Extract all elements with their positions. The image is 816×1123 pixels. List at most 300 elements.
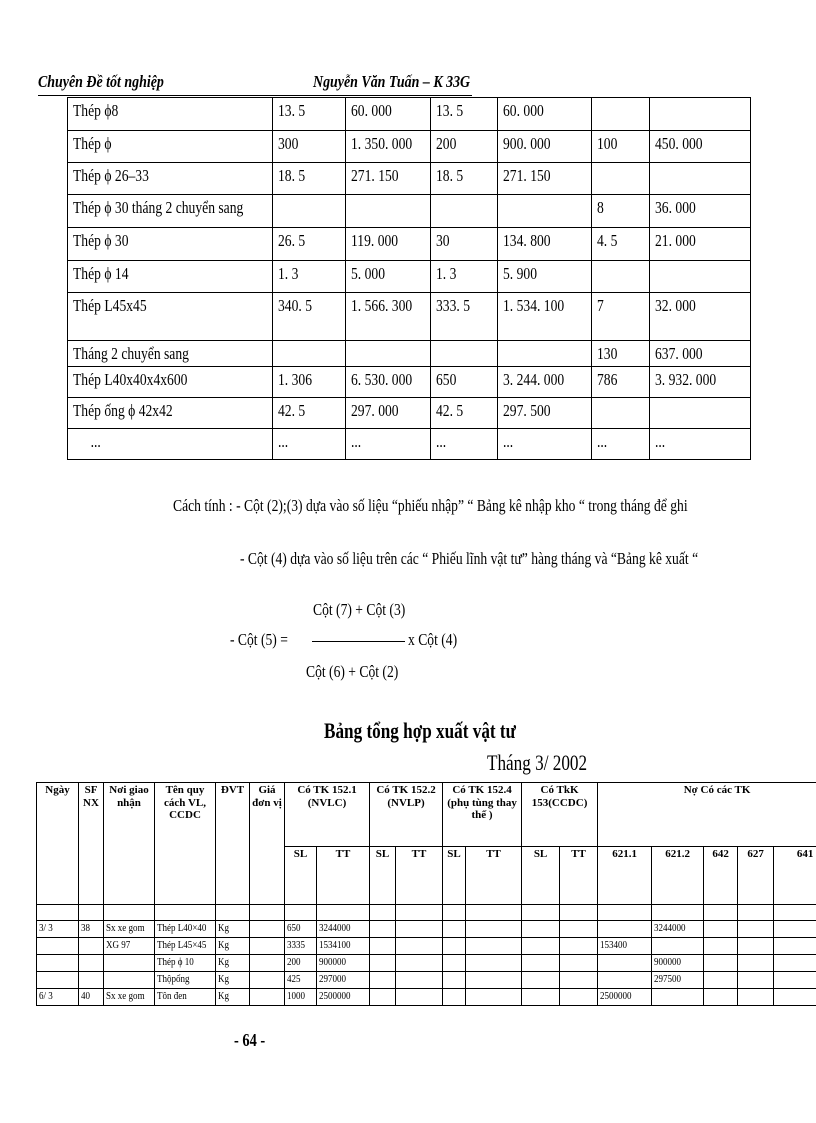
summary-cell-empty (466, 955, 522, 972)
value-cell (273, 261, 346, 293)
cell-text: ... (597, 432, 608, 451)
table-row (68, 228, 751, 261)
cell-text: 130 (597, 344, 618, 363)
value-cell (346, 228, 431, 261)
table-row (68, 429, 751, 460)
table-row (68, 341, 751, 367)
hdr-tt: TT (396, 847, 443, 905)
summary-cell-noi (104, 921, 155, 938)
cell-text: 5. 000 (351, 264, 385, 283)
summary-cell-sf (79, 989, 104, 1006)
material-name-cell (68, 398, 273, 429)
cell-text: Kg (218, 922, 230, 934)
summary-cell-ten (155, 938, 216, 955)
summary-cell-empty (560, 938, 598, 955)
summary-cell-a6211 (598, 921, 652, 938)
hdr-sl: SL (370, 847, 396, 905)
cell-text: Thép ống ϕ 42x42 (73, 401, 173, 420)
cell-text: ... (436, 432, 447, 451)
summary-cell-ten (155, 955, 216, 972)
value-cell (346, 261, 431, 293)
table-row (68, 367, 751, 398)
value-cell (346, 367, 431, 398)
value-cell (592, 131, 650, 163)
summary-cell-empty (738, 972, 774, 989)
hdr-641: 641 (774, 847, 816, 905)
material-name-cell (68, 429, 273, 460)
summary-cell-sl (285, 938, 317, 955)
summary-cell-ngay (37, 972, 79, 989)
value-cell (273, 398, 346, 429)
summary-cell-tt (317, 989, 370, 1006)
hdr-tt: TT (317, 847, 370, 905)
cell-text: Thép ϕ 10 (157, 956, 194, 968)
cell-text: 5. 900 (503, 264, 537, 283)
cell-text: 425 (287, 973, 301, 985)
value-cell (431, 341, 498, 367)
cell-text: Kg (218, 990, 230, 1002)
cell-text: 786 (597, 370, 618, 389)
summary-cell-empty (250, 955, 285, 972)
cell-text: 271. 150 (351, 166, 399, 185)
cell-text: 1. 566. 300 (351, 296, 413, 315)
summary-cell-noi (104, 938, 155, 955)
value-cell (431, 228, 498, 261)
value-cell (431, 131, 498, 163)
summary-cell-empty (443, 938, 466, 955)
cell-text: 13. 5 (436, 101, 464, 120)
summary-cell-a6212 (652, 972, 704, 989)
hdr-co-tk-1522: Có TK 152.2 (NVLP) (370, 783, 443, 847)
summary-cell-empty (522, 955, 560, 972)
value-cell (273, 367, 346, 398)
value-cell (498, 429, 592, 460)
summary-cell-empty (466, 921, 522, 938)
value-cell (273, 293, 346, 341)
summary-cell-empty (738, 955, 774, 972)
value-cell (431, 163, 498, 195)
cell-text: 3. 932. 000 (655, 370, 717, 389)
summary-row (37, 989, 816, 1006)
cell-text: 650 (287, 922, 301, 934)
material-name-cell (68, 163, 273, 195)
summary-cell-empty (738, 921, 774, 938)
cell-text: Sx xe gom (106, 990, 145, 1002)
cell-text: 4. 5 (597, 231, 618, 250)
summary-cell-empty (774, 938, 816, 955)
hdr-621-1: 621.1 (598, 847, 652, 905)
summary-cell-empty (396, 989, 443, 1006)
material-name-cell (68, 98, 273, 131)
value-cell (498, 195, 592, 228)
summary-cell-empty (522, 972, 560, 989)
cell-text: ... (90, 432, 101, 451)
cell-text: 2500000 (319, 990, 351, 1002)
hdr-co-tkk-153: Có TkK 153(CCDC) (522, 783, 598, 847)
cell-text: ... (655, 432, 666, 451)
hdr-tt: TT (466, 847, 522, 905)
cell-text: 3244000 (319, 922, 351, 934)
value-cell (650, 98, 751, 131)
cell-text: 26. 5 (278, 231, 306, 250)
hdr-642: 642 (704, 847, 738, 905)
summary-cell-empty (443, 989, 466, 1006)
cell-text: 30 (436, 231, 450, 250)
summary-cell-empty (774, 972, 816, 989)
explain-line-2: - Cột (4) dựa vào số liệu trên các “ Phiếu lĩnh vật tư” hàng tháng và “Bảng kê xuất “ (240, 549, 699, 568)
cell-text: Thép ϕ 30 tháng 2 chuyển sang (73, 198, 244, 217)
material-name-cell (68, 228, 273, 261)
value-cell (431, 429, 498, 460)
cell-text: 1. 306 (278, 370, 312, 389)
summary-cell-sl (285, 972, 317, 989)
summary-cell-dvt (216, 921, 250, 938)
table-row (68, 163, 751, 195)
summary-cell-empty (560, 955, 598, 972)
cell-text: 1. 3 (436, 264, 457, 283)
explain-line-1: Cách tính : - Cột (2);(3) dựa vào số liệu “phiếu nhập” “ Bảng kê nhập kho “ trong tháng để ghi (173, 496, 688, 515)
cell-text: 119. 000 (351, 231, 399, 250)
cell-text: 271. 150 (503, 166, 551, 185)
cell-text: 297500 (654, 973, 682, 985)
cell-text: 40 (81, 990, 91, 1002)
summary-cell-ten (155, 989, 216, 1006)
summary-cell-sl (285, 989, 317, 1006)
summary-cell-a6211 (598, 955, 652, 972)
summary-cell-empty (704, 938, 738, 955)
summary-cell-empty (250, 938, 285, 955)
hdr-ten-quy-cach: Tên quy cách VL, CCDC (155, 783, 216, 905)
summary-table (36, 782, 816, 1006)
value-cell (431, 98, 498, 131)
cell-text: Sx xe gom (106, 922, 145, 934)
value-cell (498, 131, 592, 163)
value-cell (498, 98, 592, 131)
value-cell (592, 398, 650, 429)
value-cell (273, 228, 346, 261)
summary-cell-empty (370, 972, 396, 989)
value-cell (431, 367, 498, 398)
value-cell (498, 163, 592, 195)
cell-text: Kg (218, 939, 230, 951)
value-cell (346, 293, 431, 341)
summary-cell-sf (79, 972, 104, 989)
hdr-no-co: Nợ Có các TK (598, 783, 816, 847)
hdr-co-tk-1521: Có TK 152.1 (NVLC) (285, 783, 370, 847)
cell-text: 60. 000 (503, 101, 544, 120)
summary-cell-ngay (37, 921, 79, 938)
summary-cell-a6212 (652, 955, 704, 972)
cell-text: 3244000 (654, 922, 686, 934)
summary-cell-empty (250, 989, 285, 1006)
cell-text: Thép L45x45 (73, 296, 147, 315)
value-cell (346, 195, 431, 228)
value-cell (650, 341, 751, 367)
summary-cell-empty (370, 938, 396, 955)
cell-text: 450. 000 (655, 134, 703, 153)
cell-text: 60. 000 (351, 101, 392, 120)
value-cell (498, 293, 592, 341)
cell-text: Thép ϕ8 (73, 101, 119, 120)
cell-text: 1000 (287, 990, 306, 1002)
summary-row (37, 921, 816, 938)
summary-cell-dvt (216, 989, 250, 1006)
summary-cell-noi (104, 972, 155, 989)
material-table (67, 97, 751, 460)
cell-text: 300 (278, 134, 299, 153)
table-row (68, 195, 751, 228)
cell-text: 900000 (319, 956, 347, 968)
summary-cell-ngay (37, 938, 79, 955)
value-cell (346, 429, 431, 460)
header-underline (38, 95, 472, 96)
summary-cell-a6211 (598, 938, 652, 955)
cell-text: 38 (81, 922, 91, 934)
summary-title: Bảng tổng hợp xuất vật tư (324, 718, 516, 743)
value-cell (592, 163, 650, 195)
hdr-dvt: ĐVT (216, 783, 250, 905)
value-cell (650, 131, 751, 163)
value-cell (431, 293, 498, 341)
summary-cell-empty (704, 921, 738, 938)
material-name-cell (68, 131, 273, 163)
cell-text: 637. 000 (655, 344, 703, 363)
value-cell (273, 131, 346, 163)
value-cell (431, 398, 498, 429)
summary-cell-empty (396, 921, 443, 938)
summary-cell-tt (317, 955, 370, 972)
cell-text: 900. 000 (503, 134, 551, 153)
material-name-cell (68, 195, 273, 228)
hdr-gia-don-vi: Giá đơn vị (250, 783, 285, 905)
formula-denominator: Cột (6) + Cột (2) (306, 662, 399, 681)
cell-text: 42. 5 (436, 401, 464, 420)
value-cell (498, 341, 592, 367)
summary-cell-empty (466, 989, 522, 1006)
fraction-bar (312, 641, 405, 642)
hdr-tt: TT (560, 847, 598, 905)
value-cell (273, 163, 346, 195)
summary-cell-empty (522, 938, 560, 955)
cell-text: 18. 5 (278, 166, 306, 185)
summary-cell-empty (560, 921, 598, 938)
cell-text: 297. 500 (503, 401, 551, 420)
cell-text: 297. 000 (351, 401, 399, 420)
value-cell (592, 367, 650, 398)
summary-cell-empty (443, 972, 466, 989)
cell-text: 1. 3 (278, 264, 299, 283)
value-cell (273, 341, 346, 367)
summary-cell-empty (704, 955, 738, 972)
formula-numerator: Cột (7) + Cột (3) (313, 600, 406, 619)
cell-text: 650 (436, 370, 457, 389)
summary-cell-empty (774, 921, 816, 938)
summary-cell-empty (774, 989, 816, 1006)
value-cell (592, 341, 650, 367)
cell-text: 42. 5 (278, 401, 306, 420)
hdr-621-2: 621.2 (652, 847, 704, 905)
page-number: - 64 - (234, 1030, 266, 1050)
summary-cell-a6212 (652, 989, 704, 1006)
cell-text: 32. 000 (655, 296, 696, 315)
summary-cell-empty (443, 955, 466, 972)
summary-cell-ngay (37, 989, 79, 1006)
cell-text: 3335 (287, 939, 306, 951)
cell-text: 134. 800 (503, 231, 551, 250)
material-name-cell (68, 293, 273, 341)
hdr-sfnx: SF NX (79, 783, 104, 905)
summary-cell-tt (317, 921, 370, 938)
cell-text: Thép ϕ 30 (73, 231, 129, 250)
value-cell (273, 429, 346, 460)
cell-text: 3/ 3 (39, 922, 53, 934)
table-row (68, 261, 751, 293)
summary-cell-sf (79, 938, 104, 955)
summary-cell-empty (370, 921, 396, 938)
cell-text: Thép L45×45 (157, 939, 207, 951)
cell-text: 900000 (654, 956, 682, 968)
summary-row (37, 938, 816, 955)
value-cell (592, 429, 650, 460)
value-cell (273, 98, 346, 131)
cell-text: Thép L40x40x4x600 (73, 370, 188, 389)
value-cell (592, 195, 650, 228)
cell-text: 1. 350. 000 (351, 134, 413, 153)
value-cell (273, 195, 346, 228)
cell-text: 21. 000 (655, 231, 696, 250)
summary-cell-dvt (216, 972, 250, 989)
formula-left: - Cột (5) = (230, 630, 288, 649)
value-cell (498, 367, 592, 398)
summary-cell-a6211 (598, 972, 652, 989)
summary-cell-empty (396, 972, 443, 989)
cell-text: 100 (597, 134, 618, 153)
value-cell (592, 228, 650, 261)
summary-cell-empty (396, 955, 443, 972)
cell-text: ... (503, 432, 514, 451)
value-cell (431, 195, 498, 228)
value-cell (650, 163, 751, 195)
cell-text: 1534100 (319, 939, 351, 951)
value-cell (650, 195, 751, 228)
summary-cell-dvt (216, 938, 250, 955)
summary-cell-sl (285, 921, 317, 938)
cell-text: 18. 5 (436, 166, 464, 185)
summary-cell-dvt (216, 955, 250, 972)
summary-cell-empty (738, 938, 774, 955)
table-row (68, 98, 751, 131)
hdr-noi-giao: Nơi giao nhận (104, 783, 155, 905)
value-cell (650, 429, 751, 460)
value-cell (650, 398, 751, 429)
summary-row (37, 955, 816, 972)
cell-text: 36. 000 (655, 198, 696, 217)
cell-text: 3. 244. 000 (503, 370, 565, 389)
value-cell (346, 98, 431, 131)
summary-cell-empty (738, 989, 774, 1006)
cell-text: XG 97 (106, 939, 131, 951)
summary-cell-a6212 (652, 921, 704, 938)
summary-cell-empty (466, 938, 522, 955)
summary-cell-empty (370, 955, 396, 972)
value-cell (592, 293, 650, 341)
value-cell (650, 293, 751, 341)
summary-cell-empty (704, 972, 738, 989)
cell-text: 7 (597, 296, 604, 315)
hdr-627: 627 (738, 847, 774, 905)
summary-cell-a6212 (652, 938, 704, 955)
summary-cell-empty (250, 921, 285, 938)
material-name-cell (68, 367, 273, 398)
cell-text: Kg (218, 956, 230, 968)
value-cell (592, 98, 650, 131)
cell-text: Tháng 2 chuyển sang (73, 344, 189, 363)
summary-cell-empty (466, 972, 522, 989)
summary-cell-sf (79, 921, 104, 938)
summary-cell-empty (522, 989, 560, 1006)
table-row (68, 398, 751, 429)
hdr-sl: SL (285, 847, 317, 905)
value-cell (346, 163, 431, 195)
cell-text: 8 (597, 198, 604, 217)
value-cell (592, 261, 650, 293)
value-cell (498, 398, 592, 429)
summary-cell-empty (704, 989, 738, 1006)
table-row (68, 131, 751, 163)
value-cell (346, 341, 431, 367)
cell-text: 1. 534. 100 (503, 296, 565, 315)
hdr-ngay: Ngày (37, 783, 79, 905)
value-cell (346, 131, 431, 163)
summary-cell-empty (774, 955, 816, 972)
cell-text: 13. 5 (278, 101, 306, 120)
material-name-cell (68, 261, 273, 293)
summary-month: Tháng 3/ 2002 (487, 750, 588, 775)
summary-cell-noi (104, 989, 155, 1006)
formula-right: x Cột (4) (408, 630, 458, 649)
summary-cell-empty (560, 989, 598, 1006)
hdr-co-tk-1524: Có TK 152.4 (phụ tùng thay thế ) (443, 783, 522, 847)
value-cell (650, 261, 751, 293)
header-right: Nguyễn Văn Tuấn – K 33G (313, 72, 471, 91)
cell-text: Tôn đen (157, 990, 187, 1002)
value-cell (650, 228, 751, 261)
cell-text: 340. 5 (278, 296, 312, 315)
summary-cell-empty (522, 921, 560, 938)
cell-text: Thép L40×40 (157, 922, 207, 934)
header-left: Chuyên Đề tốt nghiệp (38, 72, 164, 91)
cell-text: Thộpống (157, 973, 190, 985)
summary-cell-ten (155, 921, 216, 938)
cell-text: Thép ϕ 14 (73, 264, 129, 283)
summary-cell-a6211 (598, 989, 652, 1006)
summary-cell-empty (560, 972, 598, 989)
cell-text: 2500000 (600, 990, 632, 1002)
summary-cell-tt (317, 972, 370, 989)
value-cell (498, 228, 592, 261)
cell-text: 200 (436, 134, 457, 153)
summary-cell-empty (250, 972, 285, 989)
summary-cell-empty (396, 938, 443, 955)
value-cell (431, 261, 498, 293)
summary-cell-noi (104, 955, 155, 972)
summary-cell-ten (155, 972, 216, 989)
summary-cell-tt (317, 938, 370, 955)
table-row (68, 293, 751, 341)
cell-text: Thép ϕ (73, 134, 112, 153)
summary-cell-empty (370, 989, 396, 1006)
cell-text: 333. 5 (436, 296, 470, 315)
